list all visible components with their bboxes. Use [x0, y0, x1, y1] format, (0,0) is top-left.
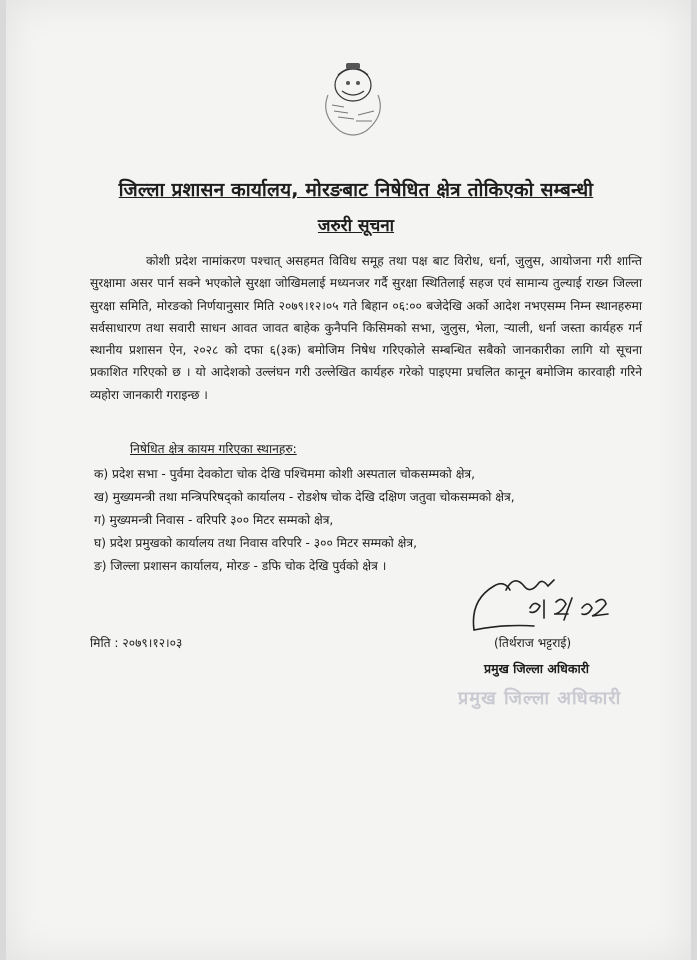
- notice-paper: [6, 0, 691, 960]
- signer-name: (तिर्थराज भट्टराई): [494, 636, 572, 650]
- notice-subtitle: जरुरी सूचना: [317, 216, 395, 236]
- list-item: घ) प्रदेश प्रमुखको कार्यालय तथा निवास वरिपरि - ३०० मिटर सम्मको क्षेत्र,: [94, 536, 418, 550]
- government-emblem-icon: [298, 55, 408, 145]
- handwritten-signature: [464, 568, 654, 643]
- restricted-areas-list: [94, 463, 654, 578]
- restricted-areas-heading: निषेधित क्षेत्र कायम गरिएका स्थानहरु:: [130, 442, 297, 456]
- list-item: ग) मुख्यमन्त्री निवास - वरिपरि ३०० मिटर सम्मको क्षेत्र,: [94, 513, 334, 527]
- list-item: ङ) जिल्ला प्रशासन कार्यालय, मोरङ - डफि चोक देखि पुर्वको क्षेत्र ।: [94, 559, 387, 573]
- list-item: ख) मुख्यमन्त्री तथा मन्त्रिपरिषद्को कार्यालय - रोडशेष चोक देखि दक्षिण जतुवा चोकसम्मको क्षेत्र,: [94, 490, 515, 504]
- official-stamp: प्रमुख जिल्ला अधिकारी: [458, 688, 622, 709]
- notice-body: कोशी प्रदेश नामांकरण पश्चात् असहमत विविध समूह तथा पक्ष बाट विरोध, धर्ना, जुलुस, आयोजना गरी शान्ति सुरक्षामा असर पार्न सक्ने भएकोले सुरक्षा जोखिमलाई मध्यनजर गर्दै सुरक्षा स्थितिलाई सहज एवं सामान्य तुल्याई राख्न जिल्ला सुरक्षा समिति, मोरङको निर्णयानुसार मिति २०७९।१२।०५ गते बिहान ०६:०० बजेदेखि अर्को आदेश नभएसम्म निम्न स्थानहरुमा सर्वसाधारण तथा सवारी साधन आवत जावत बाहेक कुनैपनि किसिमको सभा, जुलुस, भेला, र्‍याली, धर्ना जस्ता कार्यहरु गर्न स्थानीय प्रशासन ऐन, २०२८ को दफा ६(३क) बमोजिम निषेध गरिएकोले सम्बन्धित सबैको जानकारीका लागि यो सूचना प्रकाशित गरिएको छ । यो आदेशको उल्लंघन गरी उल्लेखित कार्यहरु गरेको पाइएमा प्रचलित कानून बमोजिम कारवाही गरिने व्यहोरा जानकारी गराइन्छ ।: [90, 254, 642, 402]
- notice-date: मिति : २०७९।१२।०३: [90, 636, 183, 650]
- list-item: क) प्रदेश सभा - पुर्वमा देवकोटा चोक देखि पश्चिममा कोशी अस्पताल चोकसम्मको क्षेत्र,: [94, 467, 476, 481]
- notice-title: जिल्ला प्रशासन कार्यालय, मोरङबाट निषेधित क्षेत्र तोकिएको सम्बन्धी: [118, 179, 594, 201]
- signer-title: प्रमुख जिल्ला अधिकारी: [484, 661, 590, 676]
